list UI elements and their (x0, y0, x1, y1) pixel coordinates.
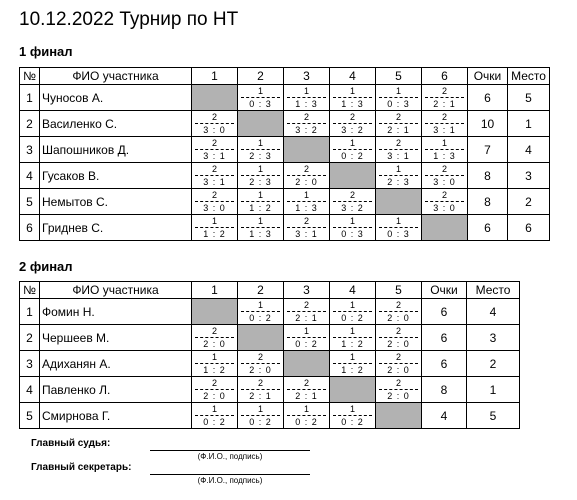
match-result-content (238, 189, 283, 214)
match-points: 1 (241, 403, 280, 416)
match-points: 1 (379, 215, 418, 228)
match-result-content (284, 403, 329, 428)
match-result (330, 189, 376, 215)
match-points: 2 (379, 299, 418, 312)
match-points: 2 (195, 163, 234, 176)
match-result-content (376, 377, 421, 402)
page-title: 10.12.2022 Турнир по НТ (19, 9, 239, 30)
match-result (376, 215, 422, 241)
match-result-content (238, 351, 283, 376)
match-result (422, 137, 468, 163)
match-points: 1 (241, 215, 280, 228)
match-points: 1 (195, 215, 234, 228)
match-result (376, 351, 422, 377)
participant-points: 8 (468, 189, 508, 215)
match-result (422, 85, 468, 111)
col-header-opponent: 3 (284, 68, 330, 85)
match-score: 3 : 1 (203, 151, 226, 161)
final2-table (19, 281, 520, 429)
col-header-opponent: 3 (284, 282, 330, 299)
match-score: 1 : 2 (341, 365, 364, 375)
participant-points: 7 (468, 137, 508, 163)
chief-secretary-signature-line (150, 474, 310, 475)
match-result (192, 189, 238, 215)
col-header-opponent: 6 (422, 68, 468, 85)
match-result-content (192, 377, 237, 402)
participant-row (20, 85, 550, 111)
match-result-content (238, 137, 283, 162)
match-score: 3 : 1 (433, 125, 456, 135)
match-points: 2 (241, 377, 280, 390)
col-header-num: № (20, 282, 40, 299)
match-result (284, 215, 330, 241)
match-points: 1 (241, 137, 280, 150)
match-score: 2 : 1 (387, 125, 410, 135)
match-score: 0 : 3 (249, 99, 272, 109)
match-result (376, 163, 422, 189)
match-score: 3 : 0 (433, 177, 456, 187)
match-result-content (376, 163, 421, 188)
participant-points: 6 (422, 325, 467, 351)
match-score: 3 : 1 (203, 177, 226, 187)
match-score: 2 : 0 (387, 339, 410, 349)
self-cell (422, 215, 468, 241)
col-header-name: ФИО участника (40, 68, 192, 85)
participant-row (20, 403, 520, 429)
match-score: 3 : 0 (203, 125, 226, 135)
match-result (284, 377, 330, 403)
match-points: 2 (333, 111, 372, 124)
chief-judge-hint: (Ф.И.О., подпись) (197, 452, 263, 461)
col-header-opponent: 1 (192, 68, 238, 85)
participant-name: Адиханян А. (40, 351, 192, 377)
match-result-content (192, 163, 237, 188)
participant-points: 4 (422, 403, 467, 429)
participant-name: Павленко Л. (40, 377, 192, 403)
match-points: 1 (287, 85, 326, 98)
match-score: 0 : 3 (387, 229, 410, 239)
match-score: 2 : 3 (249, 151, 272, 161)
match-points: 2 (425, 163, 464, 176)
participant-number: 2 (20, 111, 40, 137)
participant-name: Фомин Н. (40, 299, 192, 325)
match-result (284, 299, 330, 325)
participant-number: 5 (20, 403, 40, 429)
match-points: 2 (195, 189, 234, 202)
match-result-content (422, 189, 467, 214)
match-result (192, 325, 238, 351)
col-header-name: ФИО участника (40, 282, 192, 299)
self-cell (192, 85, 238, 111)
col-header-opponent: 2 (238, 282, 284, 299)
match-score: 2 : 0 (203, 391, 226, 401)
match-result (284, 163, 330, 189)
participant-points: 6 (468, 85, 508, 111)
match-result (238, 189, 284, 215)
participant-place: 4 (467, 299, 520, 325)
match-points: 1 (195, 403, 234, 416)
match-result (192, 351, 238, 377)
header-row (20, 282, 520, 299)
match-score: 2 : 0 (387, 313, 410, 323)
participant-place: 6 (508, 215, 550, 241)
participant-row (20, 351, 520, 377)
match-points: 2 (241, 351, 280, 364)
participant-name: Шапошников Д. (40, 137, 192, 163)
col-header-place: Место (467, 282, 520, 299)
participant-number: 1 (20, 299, 40, 325)
match-result (376, 299, 422, 325)
match-result-content (284, 215, 329, 240)
match-points: 1 (333, 299, 372, 312)
match-points: 2 (287, 215, 326, 228)
participant-points: 10 (468, 111, 508, 137)
match-result (422, 111, 468, 137)
match-points: 2 (287, 163, 326, 176)
match-points: 2 (195, 137, 234, 150)
match-score: 3 : 2 (295, 125, 318, 135)
final1-table (19, 67, 550, 241)
match-result-content (422, 85, 467, 110)
self-cell (376, 403, 422, 429)
match-result-content (192, 325, 237, 350)
match-score: 1 : 2 (203, 365, 226, 375)
match-score: 0 : 3 (341, 229, 364, 239)
col-header-opponent: 4 (330, 68, 376, 85)
match-points: 1 (241, 85, 280, 98)
match-points: 1 (333, 85, 372, 98)
self-cell (238, 325, 284, 351)
match-result (192, 377, 238, 403)
match-result-content (192, 351, 237, 376)
participant-row (20, 111, 550, 137)
match-result (238, 299, 284, 325)
self-cell (330, 377, 376, 403)
match-score: 2 : 0 (387, 391, 410, 401)
match-score: 1 : 2 (249, 203, 272, 213)
self-cell (284, 351, 330, 377)
match-result (284, 111, 330, 137)
match-result (284, 189, 330, 215)
match-score: 3 : 1 (387, 151, 410, 161)
participant-name: Смирнова Г. (40, 403, 192, 429)
match-score: 1 : 3 (249, 229, 272, 239)
match-result (330, 403, 376, 429)
match-result (376, 137, 422, 163)
match-points: 1 (333, 325, 372, 338)
match-score: 3 : 0 (433, 203, 456, 213)
match-score: 3 : 2 (341, 203, 364, 213)
match-result-content (330, 351, 375, 376)
match-points: 2 (287, 377, 326, 390)
match-points: 2 (195, 111, 234, 124)
match-result (192, 215, 238, 241)
match-points: 1 (287, 403, 326, 416)
match-points: 1 (241, 189, 280, 202)
match-points: 2 (195, 377, 234, 390)
match-result-content (330, 215, 375, 240)
col-header-opponent: 2 (238, 68, 284, 85)
match-result-content (238, 299, 283, 324)
match-result-content (284, 111, 329, 136)
participant-place: 2 (467, 351, 520, 377)
match-score: 2 : 1 (295, 313, 318, 323)
participant-number: 6 (20, 215, 40, 241)
match-score: 2 : 0 (295, 177, 318, 187)
match-points: 2 (287, 299, 326, 312)
participant-name: Василенко С. (40, 111, 192, 137)
match-result-content (330, 111, 375, 136)
match-result (238, 85, 284, 111)
match-result (238, 403, 284, 429)
match-result-content (238, 215, 283, 240)
match-result (238, 137, 284, 163)
self-cell (376, 189, 422, 215)
match-result (376, 325, 422, 351)
participant-name: Гусаков В. (40, 163, 192, 189)
match-points: 1 (333, 403, 372, 416)
match-points: 2 (379, 351, 418, 364)
self-cell (192, 299, 238, 325)
match-result-content (284, 163, 329, 188)
chief-judge-label: Главный судья: (31, 438, 111, 449)
match-result (238, 215, 284, 241)
match-score: 3 : 0 (203, 203, 226, 213)
chief-secretary-hint: (Ф.И.О., подпись) (197, 476, 263, 485)
participant-number: 1 (20, 85, 40, 111)
participant-row (20, 189, 550, 215)
participant-name: Гриднев С. (40, 215, 192, 241)
match-points: 2 (287, 111, 326, 124)
participant-place: 2 (508, 189, 550, 215)
col-header-opponent: 5 (376, 282, 422, 299)
match-result-content (192, 215, 237, 240)
match-result (422, 189, 468, 215)
col-header-opponent: 4 (330, 282, 376, 299)
match-result-content (238, 377, 283, 402)
match-points: 2 (195, 325, 234, 338)
participant-row (20, 377, 520, 403)
match-result (376, 85, 422, 111)
match-points: 1 (241, 299, 280, 312)
match-points: 2 (333, 189, 372, 202)
match-result-content (238, 403, 283, 428)
match-points: 1 (333, 351, 372, 364)
match-points: 2 (379, 325, 418, 338)
match-result-content (376, 299, 421, 324)
participant-points: 8 (468, 163, 508, 189)
match-result-content (376, 215, 421, 240)
participant-points: 6 (468, 215, 508, 241)
match-points: 2 (425, 189, 464, 202)
participant-points: 8 (422, 377, 467, 403)
match-score: 2 : 0 (249, 365, 272, 375)
match-score: 2 : 0 (203, 339, 226, 349)
participant-place: 1 (467, 377, 520, 403)
match-result-content (330, 325, 375, 350)
self-cell (284, 137, 330, 163)
match-result-content (192, 403, 237, 428)
match-result-content (376, 111, 421, 136)
match-score: 0 : 2 (249, 417, 272, 427)
match-result (330, 299, 376, 325)
match-score: 0 : 3 (387, 99, 410, 109)
match-result-content (330, 299, 375, 324)
col-header-opponent: 5 (376, 68, 422, 85)
match-result (330, 215, 376, 241)
match-points: 2 (379, 377, 418, 390)
match-result (376, 111, 422, 137)
col-header-num: № (20, 68, 40, 85)
match-score: 1 : 3 (295, 203, 318, 213)
match-score: 0 : 2 (203, 417, 226, 427)
match-result (284, 325, 330, 351)
match-score: 1 : 2 (203, 229, 226, 239)
match-result-content (376, 325, 421, 350)
match-result-content (284, 189, 329, 214)
participant-number: 2 (20, 325, 40, 351)
match-points: 1 (287, 189, 326, 202)
match-result-content (192, 189, 237, 214)
participant-place: 4 (508, 137, 550, 163)
participant-name: Чуносов А. (40, 85, 192, 111)
match-result (330, 325, 376, 351)
match-score: 1 : 3 (433, 151, 456, 161)
participant-number: 4 (20, 377, 40, 403)
match-score: 2 : 0 (387, 365, 410, 375)
match-result (330, 351, 376, 377)
match-result-content (284, 377, 329, 402)
self-cell (330, 163, 376, 189)
match-points: 1 (195, 351, 234, 364)
match-score: 0 : 2 (341, 151, 364, 161)
match-result (238, 163, 284, 189)
participant-name: Чершеев М. (40, 325, 192, 351)
match-result (376, 377, 422, 403)
match-result-content (284, 325, 329, 350)
participant-points: 6 (422, 299, 467, 325)
col-header-points: Очки (422, 282, 467, 299)
match-result-content (330, 137, 375, 162)
match-score: 1 : 3 (341, 99, 364, 109)
match-score: 0 : 2 (249, 313, 272, 323)
match-points: 1 (333, 215, 372, 228)
participant-row (20, 325, 520, 351)
match-score: 3 : 1 (295, 229, 318, 239)
participant-place: 5 (467, 403, 520, 429)
match-score: 2 : 1 (433, 99, 456, 109)
match-points: 1 (241, 163, 280, 176)
match-result-content (284, 85, 329, 110)
match-score: 0 : 2 (341, 417, 364, 427)
match-result (330, 85, 376, 111)
match-result (192, 111, 238, 137)
match-result-content (330, 189, 375, 214)
match-score: 0 : 2 (341, 313, 364, 323)
participant-number: 3 (20, 137, 40, 163)
match-result-content (422, 137, 467, 162)
participant-place: 1 (508, 111, 550, 137)
match-result-content (330, 85, 375, 110)
match-result-content (376, 137, 421, 162)
participant-place: 5 (508, 85, 550, 111)
match-points: 2 (425, 85, 464, 98)
participant-points: 6 (422, 351, 467, 377)
col-header-place: Место (508, 68, 550, 85)
match-points: 1 (379, 85, 418, 98)
match-score: 0 : 2 (295, 417, 318, 427)
match-score: 1 : 3 (295, 99, 318, 109)
match-result-content (330, 403, 375, 428)
participant-number: 5 (20, 189, 40, 215)
participant-row (20, 299, 520, 325)
match-result-content (284, 299, 329, 324)
participant-place: 3 (508, 163, 550, 189)
match-result-content (192, 137, 237, 162)
match-result-content (192, 111, 237, 136)
match-result (192, 403, 238, 429)
match-result-content (238, 85, 283, 110)
participant-row (20, 137, 550, 163)
participant-number: 4 (20, 163, 40, 189)
final2-title: 2 финал (19, 259, 73, 274)
header-row (20, 68, 550, 85)
match-result-content (422, 163, 467, 188)
chief-judge-signature-line (150, 450, 310, 451)
participant-row (20, 163, 550, 189)
match-result (330, 137, 376, 163)
match-result-content (376, 351, 421, 376)
match-points: 1 (287, 325, 326, 338)
match-points: 2 (379, 111, 418, 124)
participant-name: Немытов С. (40, 189, 192, 215)
participant-place: 3 (467, 325, 520, 351)
match-points: 2 (425, 111, 464, 124)
match-result-content (422, 111, 467, 136)
match-score: 2 : 1 (295, 391, 318, 401)
participant-number: 3 (20, 351, 40, 377)
col-header-opponent: 1 (192, 282, 238, 299)
match-result-content (376, 85, 421, 110)
match-points: 1 (379, 163, 418, 176)
match-score: 2 : 3 (249, 177, 272, 187)
match-points: 2 (379, 137, 418, 150)
match-score: 1 : 2 (341, 339, 364, 349)
match-result (238, 351, 284, 377)
match-score: 0 : 2 (295, 339, 318, 349)
match-score: 3 : 2 (341, 125, 364, 135)
match-points: 1 (425, 137, 464, 150)
participant-row (20, 215, 550, 241)
match-result (192, 163, 238, 189)
match-points: 1 (333, 137, 372, 150)
match-result (284, 403, 330, 429)
match-score: 2 : 1 (249, 391, 272, 401)
final1-title: 1 финал (19, 44, 73, 59)
match-score: 2 : 3 (387, 177, 410, 187)
col-header-points: Очки (468, 68, 508, 85)
match-result (284, 85, 330, 111)
match-result (422, 163, 468, 189)
chief-secretary-label: Главный секретарь: (31, 462, 132, 473)
self-cell (238, 111, 284, 137)
match-result (330, 111, 376, 137)
match-result (238, 377, 284, 403)
match-result-content (238, 163, 283, 188)
match-result (192, 137, 238, 163)
